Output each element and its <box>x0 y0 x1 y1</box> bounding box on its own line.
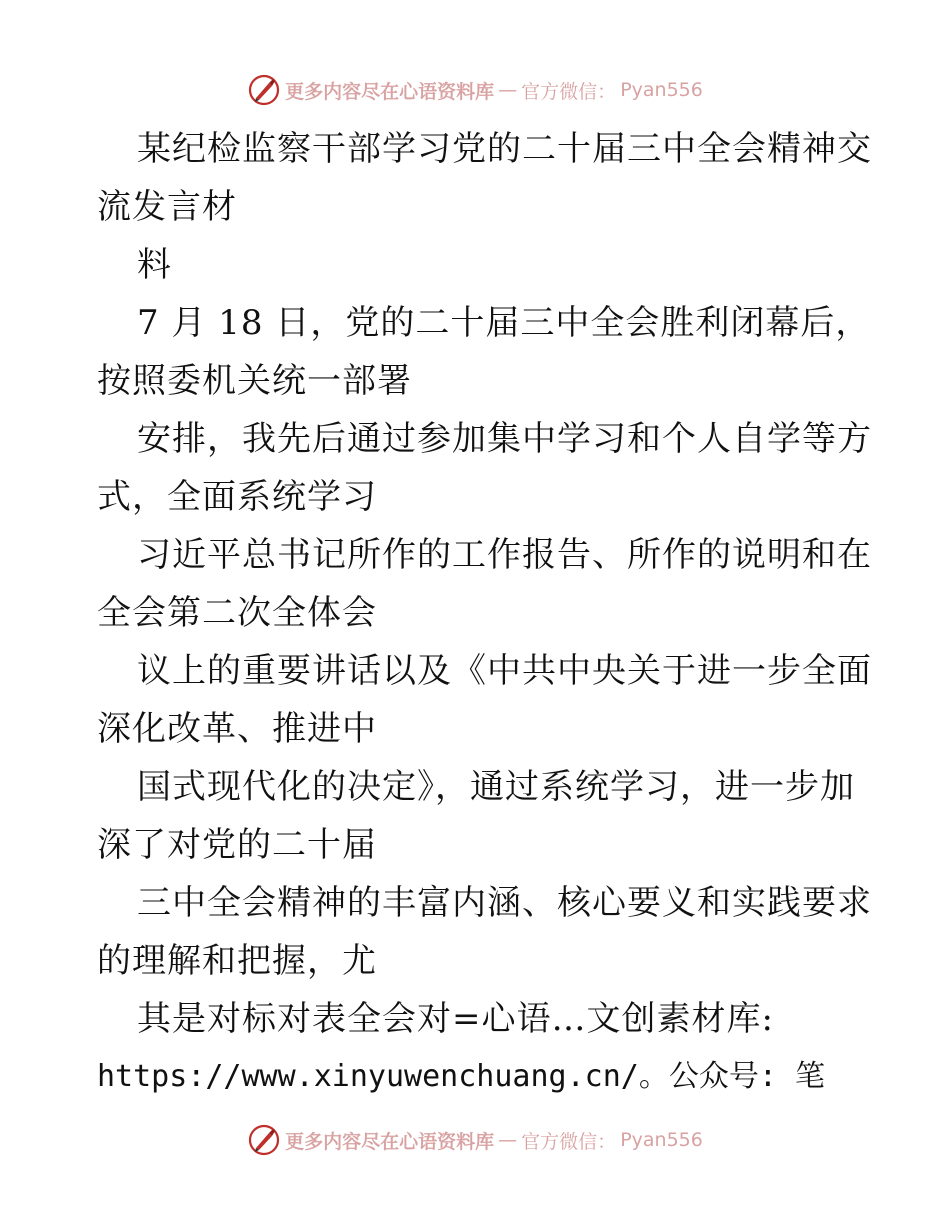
watermark-brand-text: 更多内容尽在心语资料库 <box>285 1130 495 1153</box>
doc-line: 式，全面系统学习 <box>97 477 377 517</box>
watermark-wechat-label: 官方微信： <box>521 1130 617 1153</box>
document-body <box>97 120 872 1106</box>
doc-line: 全会第二次全体会 <box>97 593 377 633</box>
watermark-wechat-id: Pyan556 <box>620 1129 703 1151</box>
doc-line: 某纪检监察干部学习党的二十届三中全会精神交 <box>137 129 872 169</box>
doc-line-url: https://www.xinyuwenchuang.cn/。公众号: 笔 <box>97 1059 825 1094</box>
watermark-wechat-id: Pyan556 <box>620 79 703 101</box>
doc-line: 7 月 18 日，党的二十届三中全会胜利闭幕后， <box>137 303 871 343</box>
watermark-dash: — <box>498 79 518 101</box>
doc-line: 三中全会精神的丰富内涵、核心要义和实践要求 <box>137 883 872 923</box>
doc-line: 料 <box>137 245 172 285</box>
doc-line: 深化改革、推进中 <box>97 709 377 749</box>
footer-watermark <box>0 1120 950 1160</box>
pen-logo-icon <box>247 1123 281 1157</box>
doc-line: 国式现代化的决定》，通过系统学习，进一步加 <box>137 767 855 807</box>
doc-line: 的理解和把握，尤 <box>97 941 377 981</box>
watermark-group <box>247 73 703 107</box>
watermark-wechat-label: 官方微信： <box>521 80 617 103</box>
doc-line: 习近平总书记所作的工作报告、所作的说明和在 <box>137 535 872 575</box>
pen-logo-icon <box>247 73 281 107</box>
doc-line: 按照委机关统一部署 <box>97 361 412 401</box>
watermark-brand-text: 更多内容尽在心语资料库 <box>285 80 495 103</box>
doc-line: 安排，我先后通过参加集中学习和个人自学等方 <box>137 419 872 459</box>
doc-line: 其是对标对表全会对=心语…文创素材库: <box>137 999 774 1039</box>
header-watermark <box>0 70 950 110</box>
doc-line: 议上的重要讲话以及《中共中央关于进一步全面 <box>137 651 872 691</box>
watermark-dash: — <box>498 1129 518 1151</box>
doc-line: 流发言材 <box>97 187 237 227</box>
doc-line: 深了对党的二十届 <box>97 825 377 865</box>
watermark-group <box>247 1123 703 1157</box>
